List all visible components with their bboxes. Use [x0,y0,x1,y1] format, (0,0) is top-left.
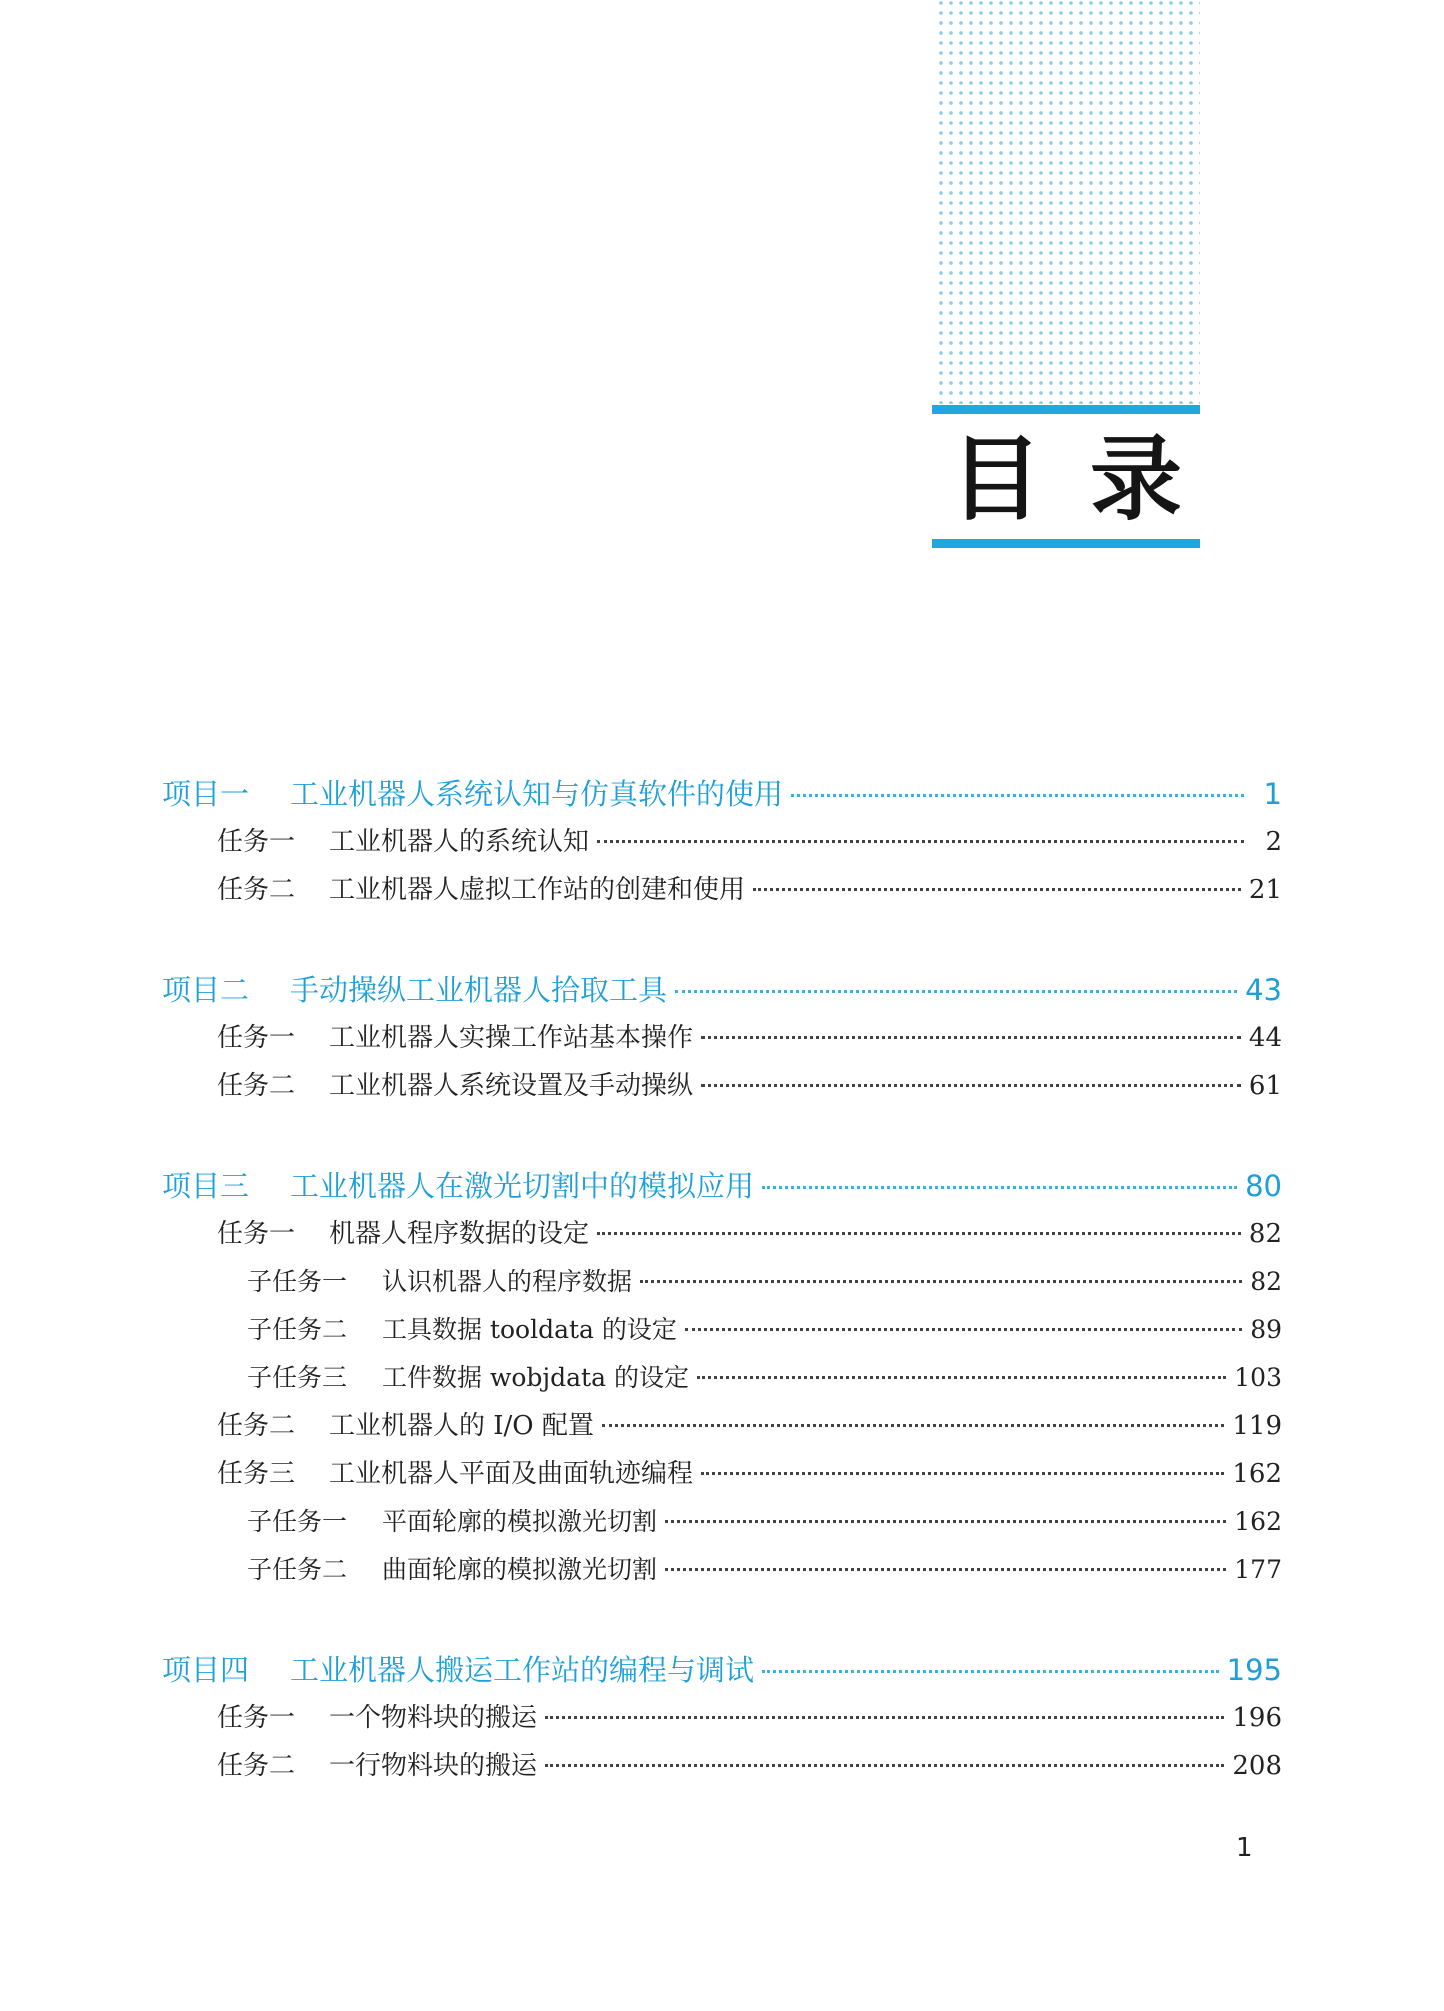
toc-task[interactable] [162,1402,1282,1450]
toc-project-2[interactable] [162,966,1282,1014]
toc-project-3[interactable] [162,1162,1282,1210]
toc-project-title: 工业机器人搬运工作站的编程与调试 [290,1653,755,1687]
toc-task-number: 任务二 [217,1411,296,1441]
toc-task-number: 任务二 [217,1751,296,1781]
page-number: 1 [1236,1833,1253,1863]
toc-subtask[interactable] [162,1546,1282,1594]
dot-leader [597,840,1244,843]
dot-leader [701,1084,1241,1087]
toc-subtask[interactable] [162,1306,1282,1354]
toc-subtask-title: 曲面轮廓的模拟激光切割 [382,1555,658,1584]
toc-task-number: 任务一 [217,1219,296,1249]
toc-task[interactable] [162,1694,1282,1742]
toc-task[interactable] [162,1450,1282,1498]
toc-task[interactable] [162,1742,1282,1790]
toc-page-number: 177 [1234,1555,1282,1584]
toc-page-number: 43 [1245,973,1282,1007]
toc-project-number: 项目四 [162,1653,250,1687]
dot-leader [602,1424,1224,1427]
toc-task-title: 工业机器人的 I/O 配置 [329,1411,594,1441]
dot-leader [791,794,1244,797]
toc-subtask-title: 工件数据 wobjdata 的设定 [382,1363,689,1392]
toc-subtask-number: 子任务一 [247,1507,348,1536]
toc-subtask-title: 工具数据 tooldata 的设定 [382,1315,677,1344]
toc-task-number: 任务二 [217,875,296,905]
toc-project-title: 手动操纵工业机器人拾取工具 [290,973,668,1007]
toc-task-number: 任务二 [217,1071,296,1101]
toc-page-number: 21 [1248,875,1282,905]
toc-subtask-title: 平面轮廓的模拟激光切割 [382,1507,658,1536]
toc-task-title: 工业机器人平面及曲面轨迹编程 [329,1459,694,1489]
toc-page-number: 80 [1245,1169,1282,1203]
title-top-rule [932,405,1200,414]
toc-page-number: 44 [1248,1023,1282,1053]
toc-page-number: 162 [1234,1507,1282,1536]
toc-page-number: 162 [1232,1459,1282,1489]
dot-leader [665,1520,1226,1523]
toc-project-number: 项目三 [162,1169,250,1203]
toc-project-1[interactable] [162,770,1282,818]
toc-subtask[interactable] [162,1354,1282,1402]
toc-task-number: 任务三 [217,1459,296,1489]
toc-task[interactable] [162,866,1282,914]
toc-subtask-title: 认识机器人的程序数据 [382,1267,633,1296]
toc-subtask-number: 子任务一 [247,1267,348,1296]
toc-page-number: 2 [1265,827,1282,857]
toc-page-number: 196 [1232,1703,1282,1733]
toc-subtask-number: 子任务二 [247,1555,348,1584]
title-char-1: 目 [950,426,1043,533]
toc-page-number: 1 [1263,777,1282,811]
dot-leader [753,888,1241,891]
toc-task-number: 任务一 [217,1023,296,1053]
toc-task[interactable] [162,1210,1282,1258]
toc-project-4[interactable] [162,1646,1282,1694]
dot-leader [701,1036,1241,1039]
toc-task-title: 工业机器人实操工作站基本操作 [329,1023,694,1053]
dot-leader [675,990,1237,993]
title-bottom-rule [932,539,1200,548]
toc-subtask-number: 子任务二 [247,1315,348,1344]
toc-task-title: 机器人程序数据的设定 [329,1219,590,1249]
toc-task[interactable] [162,818,1282,866]
toc-page-number: 82 [1250,1267,1282,1296]
toc-page-number: 119 [1232,1411,1282,1441]
toc-page-number: 208 [1232,1751,1282,1781]
dot-leader [597,1232,1241,1235]
toc-task-title: 一个物料块的搬运 [329,1703,538,1733]
dot-leader [685,1328,1242,1331]
dot-leader [762,1670,1219,1673]
dot-leader [545,1764,1224,1767]
dot-leader [640,1280,1242,1283]
decorative-dot-pattern [934,0,1200,404]
toc-project-number: 项目一 [162,777,250,811]
toc-page-number: 89 [1250,1315,1282,1344]
toc-task[interactable] [162,1014,1282,1062]
toc-subtask-number: 子任务三 [247,1363,348,1392]
dot-leader [701,1472,1224,1475]
toc-task-title: 工业机器人虚拟工作站的创建和使用 [329,875,746,905]
toc-project-title: 工业机器人系统认知与仿真软件的使用 [290,777,784,811]
toc-task-title: 一行物料块的搬运 [329,1751,538,1781]
toc-page-number: 103 [1234,1363,1282,1392]
toc-page-number: 61 [1248,1071,1282,1101]
title-char-2: 录 [1089,426,1182,533]
toc-task-number: 任务一 [217,1703,296,1733]
toc-page-number: 82 [1248,1219,1282,1249]
dot-leader [665,1568,1226,1571]
toc-task-title: 工业机器人系统设置及手动操纵 [329,1071,694,1101]
toc-subtask[interactable] [162,1498,1282,1546]
page-title [932,424,1200,536]
dot-leader [697,1376,1226,1379]
toc-subtask[interactable] [162,1258,1282,1306]
toc-task-title: 工业机器人的系统认知 [329,827,590,857]
dot-leader [545,1716,1224,1719]
toc-project-number: 项目二 [162,973,250,1007]
table-of-contents [162,770,1282,1790]
toc-task-number: 任务一 [217,827,296,857]
toc-project-title: 工业机器人在激光切割中的模拟应用 [290,1169,755,1203]
toc-page-number: 195 [1226,1653,1282,1687]
toc-task[interactable] [162,1062,1282,1110]
dot-leader [762,1186,1237,1189]
